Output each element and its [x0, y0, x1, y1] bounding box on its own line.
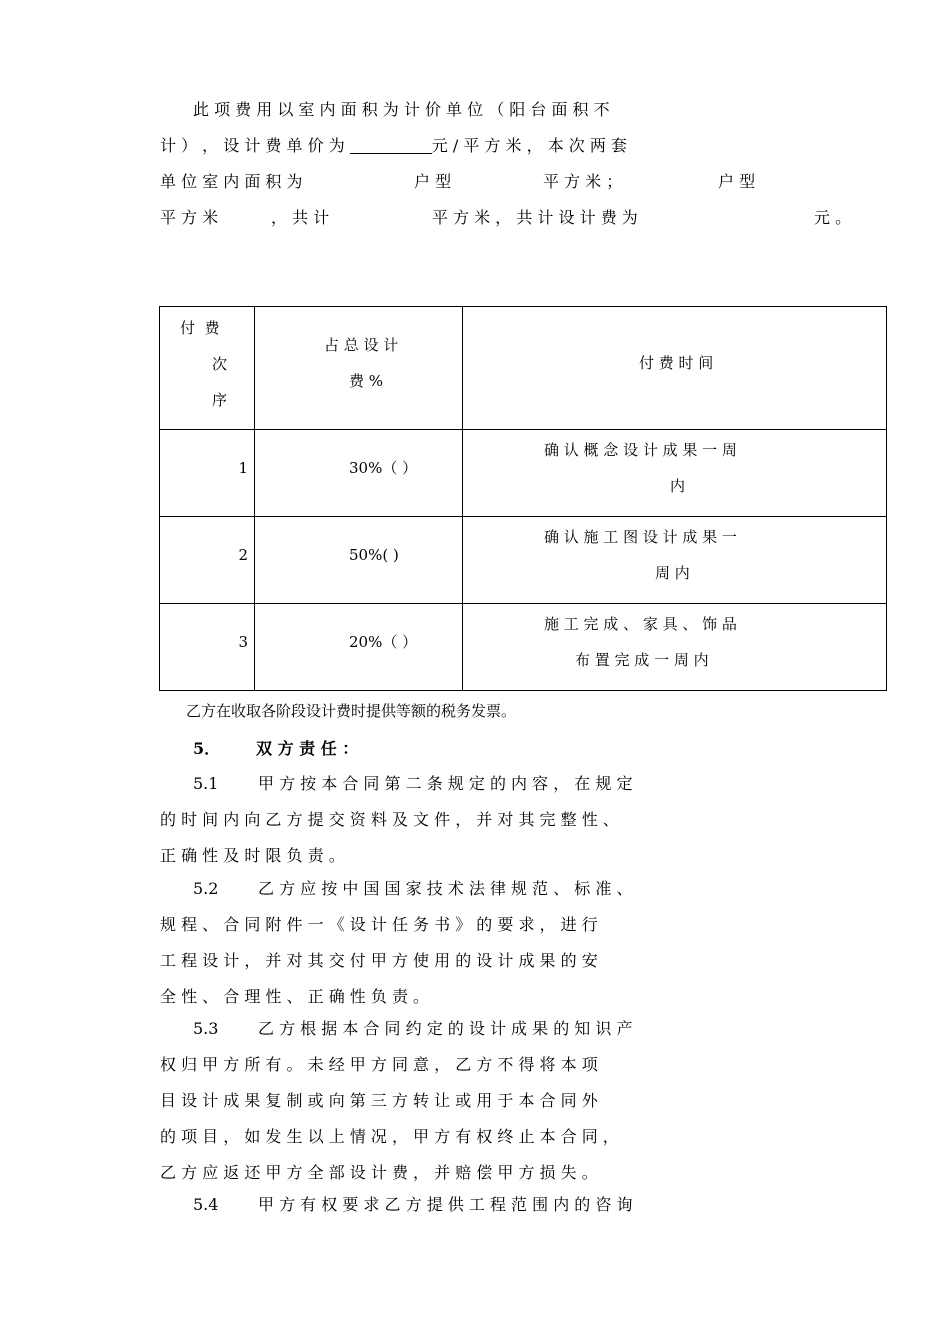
para1-line1: 此 项 费 用 以 室 内 面 积 为 计 价 单 位 （ 阳 台 面 积 不 [193, 100, 610, 119]
section5-title: 双 方 责 任 ： [256, 739, 359, 758]
table-row [160, 604, 887, 691]
row3-pct-cell [255, 604, 463, 691]
row3-time-cell [463, 604, 887, 691]
row2-time-line1: 确 认 施 工 图 设 计 成 果 一 [544, 528, 737, 546]
clause-5-3-line2: 权 归 甲 方 所 有 。 未 经 甲 方 同 意 ， 乙 方 不 得 将 本 项 [160, 1055, 598, 1074]
row1-time-cell [463, 430, 887, 517]
row1-pct-cell [255, 430, 463, 517]
row2-pct-cell [255, 517, 463, 604]
unit-price-blank [350, 137, 432, 154]
table-row [160, 517, 887, 604]
clause-5-1-number: 5.1 [193, 774, 219, 793]
clause-5-2-line3: 工 程 设 计 ， 并 对 其 交 付 甲 方 使 用 的 设 计 成 果 的 安 [160, 951, 598, 970]
header-percentage [255, 307, 463, 430]
para1-line3a: 单 位 室 内 面 积 为 [160, 172, 303, 191]
row1-time-line1: 确 认 概 念 设 计 成 果 一 周 [544, 441, 737, 459]
row2-no-cell [160, 517, 255, 604]
header-time-label: 付 费 时 间 [639, 354, 714, 372]
clause-5-4-line1: 甲 方 有 权 要 求 乙 方 提 供 工 程 范 围 内 的 咨 询 [258, 1195, 633, 1214]
table-row [160, 430, 887, 517]
header-payment-order [160, 307, 255, 430]
row2-no: 2 [238, 546, 248, 564]
para1-line2-end: 元 / 平 方 米 ， 本 次 两 套 [431, 136, 627, 155]
invoice-note: 乙方在收取各阶段设计费时提供等额的税务发票。 [186, 702, 517, 720]
para1-line3b: 户 型 [414, 172, 452, 191]
header-pct-line2: 费 % [349, 372, 384, 390]
para1-line3c: 平 方 米 ； [543, 172, 623, 191]
row3-pct: 20%（ ） [349, 633, 418, 651]
clause-5-4-number: 5.4 [193, 1195, 219, 1214]
clause-5-3-number: 5.3 [193, 1019, 219, 1038]
row1-time-line2: 内 [670, 477, 686, 495]
header-pct-line1: 占 总 设 计 [324, 336, 399, 354]
header-order-line2: 次 [212, 355, 228, 373]
section5-number: 5． [193, 739, 221, 758]
para1-line4a: 平 方 米 [160, 208, 219, 227]
para1-line4b: ， 共 计 [271, 208, 330, 227]
clause-5-1-line1: 甲 方 按 本 合 同 第 二 条 规 定 的 内 容 ， 在 规 定 [258, 774, 633, 793]
clause-5-3-line1: 乙 方 根 据 本 合 同 约 定 的 设 计 成 果 的 知 识 产 [258, 1019, 633, 1038]
row2-pct: 50%( ) [349, 546, 399, 564]
header-order-line1: 付 费 [180, 319, 220, 337]
row3-no-cell [160, 604, 255, 691]
clause-5-1-line3: 正 确 性 及 时 限 负 责 。 [160, 846, 345, 865]
para1-line4c: 平 方 米 ， 共 计 设 计 费 为 [432, 208, 638, 227]
row3-time-line1: 施 工 完 成 、 家 具 、 饰 品 [544, 615, 737, 633]
clause-5-2-number: 5.2 [193, 879, 219, 898]
header-payment-time [463, 307, 887, 430]
fee-schedule-table [159, 306, 887, 691]
clause-5-3-line4: 的 项 目 ， 如 发 生 以 上 情 况 ， 甲 方 有 权 终 止 本 合 同 ， [160, 1127, 619, 1146]
row2-time-line2: 周 内 [655, 564, 690, 582]
clause-5-3-line3: 目 设 计 成 果 复 制 或 向 第 三 方 转 让 或 用 于 本 合 同 外 [160, 1091, 598, 1110]
row3-time-line2: 布 置 完 成 一 周 内 [575, 651, 709, 669]
clause-5-3-line5: 乙 方 应 返 还 甲 方 全 部 设 计 费 ， 并 赔 偿 甲 方 损 失 。 [160, 1163, 598, 1182]
clause-5-1-line2: 的 时 间 内 向 乙 方 提 交 资 料 及 文 件 ， 并 对 其 完 整 性 、 [160, 810, 619, 829]
row1-pct: 30%（ ） [349, 459, 418, 477]
clause-5-2-line2: 规 程 、 合 同 附 件 一 《 设 计 任 务 书 》 的 要 求 ， 进 行 [160, 915, 598, 934]
row1-no: 1 [238, 459, 248, 477]
para1-line4d: 元 。 [814, 208, 852, 227]
para1-line2 [160, 136, 627, 156]
para1-line3d: 户 型 [718, 172, 756, 191]
table-header-row [160, 307, 887, 430]
para1-line2-start: 计 ） ， 设 计 费 单 价 为 [160, 136, 350, 155]
row2-time-cell [463, 517, 887, 604]
row3-no: 3 [238, 633, 248, 651]
row1-no-cell [160, 430, 255, 517]
clause-5-2-line4: 全 性 、 合 理 性 、 正 确 性 负 责 。 [160, 987, 430, 1006]
header-order-line3: 序 [212, 391, 228, 409]
clause-5-2-line1: 乙 方 应 按 中 国 国 家 技 术 法 律 规 范 、 标 准 、 [258, 879, 633, 898]
